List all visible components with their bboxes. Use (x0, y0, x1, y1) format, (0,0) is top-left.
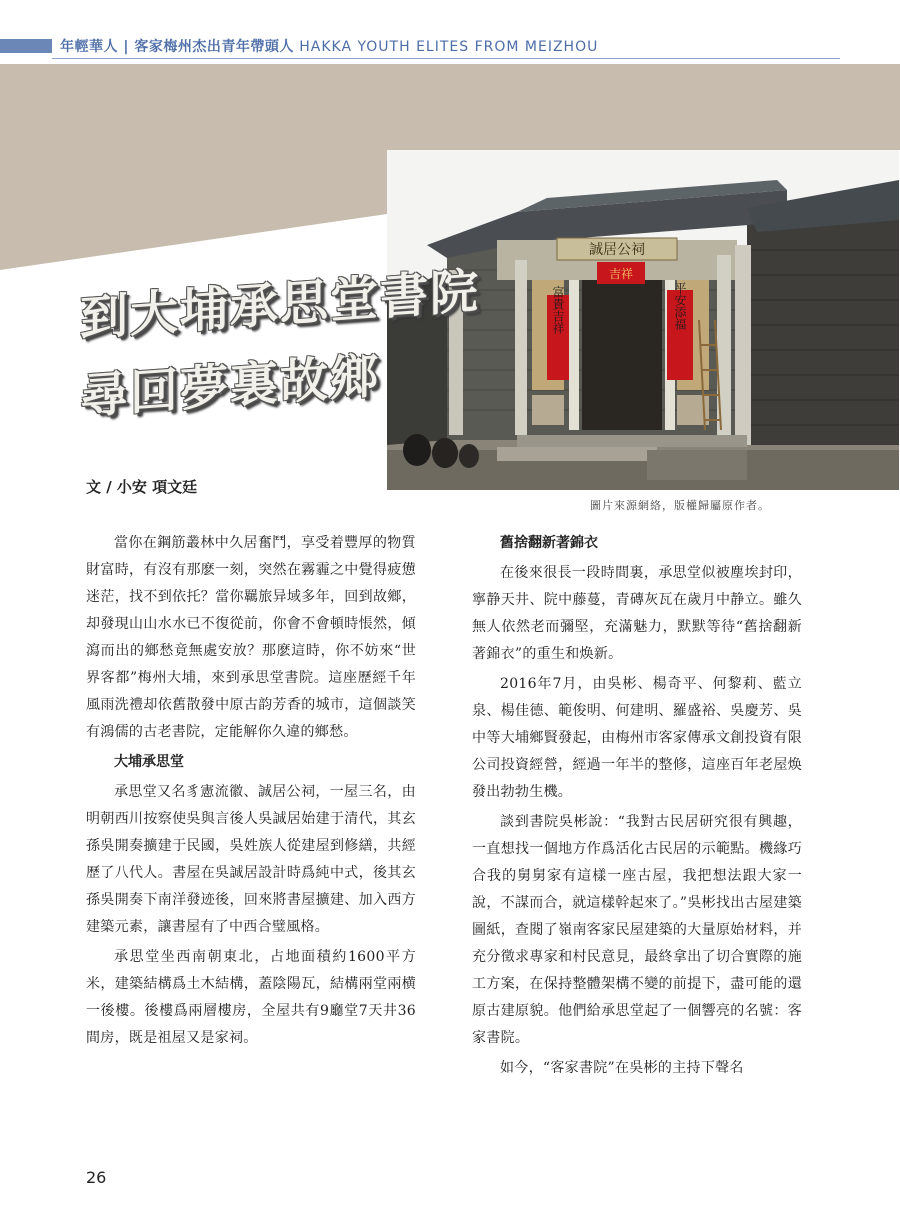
author-byline: 文 / 小安 項文廷 (86, 478, 198, 496)
section-heading: 大埔承思堂 (114, 754, 184, 770)
right-column (472, 530, 802, 1085)
couplet-right-text: 平安添福 (673, 282, 687, 330)
running-header (60, 36, 598, 56)
paragraph: 承思堂坐西南朝東北，占地面積約1600平方米，建築結構爲土木結構，蓋陰陽瓦，結構兩堂兩横一後樓。後樓爲兩層樓房，全屋共有9廳堂7天井36間房，既是祖屋又是家祠。 (86, 949, 416, 1046)
paragraph: 如今，“客家書院”在吳彬的主持下聲名 (500, 1060, 744, 1076)
couplet-left-text: 富貴吉祥 (551, 286, 565, 334)
article-title-line1: 到大埔承思堂書院 (80, 263, 481, 347)
plaque-text: 誠居公祠 (589, 242, 645, 258)
paragraph: 在後來很長一段時間裏，承思堂似被塵埃封印，寧静天井、院中藤蔓，青磚灰瓦在歲月中静立。雖久無人依然老而彌堅，充滿魅力，默默等待“舊捨翻新著錦衣”的重生和焕新。 (472, 565, 802, 662)
left-column (86, 530, 416, 1055)
banner-text: 吉祥 (608, 267, 634, 281)
article-title-line2: 尋回夢裏故鄉 (80, 348, 381, 425)
paragraph: 談到書院吳彬說：“我對古民居研究很有興趣，一直想找一個地方作爲活化古民居的示範點。機緣巧合我的舅舅家有這樣一座古屋，我把想法跟大家一說，不謀而合，就這樣幹起來了。”吳彬找出古屋建築圖紙，查閱了嶺南客家民屋建築的大量原始材料，并充分徵求專家和村民意見，最終拿出了切合實際的施工方案，在保持整體架構不變的前提下，盡可能的還原古建原貌。他們給承思堂起了一個響亮的名號：客家書院。 (472, 814, 802, 1046)
header-title-en: HAKKA YOUTH ELITES FROM MEIZHOU (299, 39, 599, 55)
page-number: 26 (86, 1168, 107, 1187)
header-rule (52, 58, 840, 59)
photo-caption: 圖片來源網絡，版權歸屬原作者。 (590, 499, 770, 512)
paragraph: 當你在鋼筋叢林中久居奮鬥，享受着豐厚的物質財富時，有沒有那麽一刻，突然在霧霾之中覺得疲憊迷茫，找不到依托？當你羈旅异域多年，回到故鄉，却發現山山水水已不復從前，你會不會頓時悵然，傾瀉而出的鄉愁竟無處安放？那麽這時，你不妨來“世界客都”梅州大埔，來到承思堂書院。這座歷經千年風雨洗禮却依舊散發中原古韵芳香的城市，這個談笑有鴻儒的古老書院，定能解你久違的鄉愁。 (86, 535, 416, 740)
paragraph: 2016年7月，由吳彬、楊奇平、何黎莉、藍立泉、楊佳德、範俊明、何建明、羅盛裕、吳慶芳、吳中等大埔鄉賢發起，由梅州市客家傳承文創投資有限公司投資經營，經過一年半的整修，這座百年老屋焕發出勃勃生機。 (472, 676, 802, 800)
section-heading: 舊捨翻新著錦衣 (500, 535, 598, 551)
header-accent-bar (0, 39, 52, 53)
header-title-zh: 年輕華人 | 客家梅州杰出青年帶頭人 (60, 39, 294, 55)
paragraph: 承思堂又名豸憲流徽、誠居公祠，一屋三名，由明朝西川按察使吳與言後人吳誠居始建于清代，其玄孫吳開奏擴建于民國，吳姓族人從建屋到修繕，共經歷了八代人。書屋在吳誠居設計時爲純中式，後其玄孫吳開奏下南洋發迹後，回來將書屋擴建、加入西方建築元素，讓書屋有了中西合璧風格。 (86, 784, 416, 935)
